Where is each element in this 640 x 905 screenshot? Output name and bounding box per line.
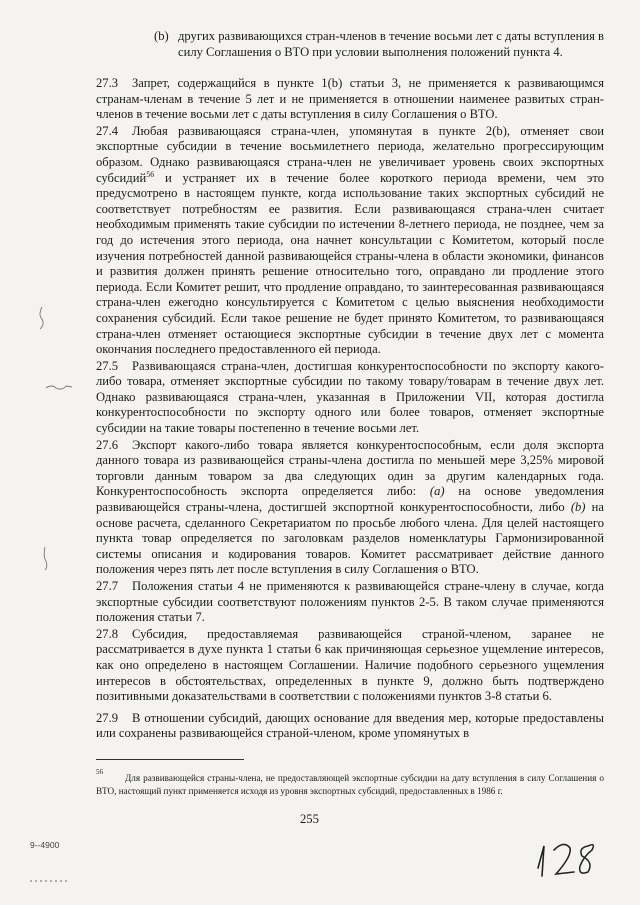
paragraph-number: 27.5 bbox=[96, 358, 119, 373]
margin-scribble bbox=[36, 305, 46, 331]
paragraph-27-3 bbox=[96, 76, 604, 123]
paragraph-text: Субсидия, предоставляемая развивающейся страной-членом, заранее не рассматривается в духе пункта 1 статьи 6 как причиняющая серьезное ущемление интересов, как оно определено в настоящем Соглашении. Наличие подобного серьезного ущемления интересов в обстоятельствах, определенных в пункте 9, должно быть подтверждено позитивными доказательствами в соответствии с положениями пунктов 3-8 статьи 6. bbox=[96, 626, 604, 704]
paragraph-27-4 bbox=[96, 124, 604, 358]
footnote-marker: 56 bbox=[96, 768, 103, 776]
paragraph-text: Развивающаяся страна-член, достигшая конкурентоспособности по экспорту какого-либо товара, отменяет экспортные субсидии по такому товару/товарам в течение двух лет. Однако развивающаяся страна-член, указанная в Приложении VII, которая достигла конкурентоспособности по экспорту одного или более товаров, отменяет экспортные субсидии на такие товары постепенно в течение восьми лет. bbox=[96, 358, 604, 436]
paragraph-text: В отношении субсидий, дающих основание для введения мер, которые предоставлены или сохранены развивающейся страной-членом, кроме упомянутых в bbox=[96, 710, 604, 741]
margin-scribble bbox=[44, 382, 74, 392]
paragraph-number: 27.7 bbox=[96, 579, 119, 593]
paragraph-27-6 bbox=[96, 438, 604, 578]
paragraph-number: 27.4 bbox=[96, 123, 119, 138]
page-number: 255 bbox=[300, 812, 319, 826]
footnote bbox=[96, 768, 604, 797]
margin-scribble bbox=[40, 545, 50, 571]
paragraph-text: Любая развивающаяся страна-член, упомянутая в пункте 2(b), отменяет свои экспортные субсидии в течение восьмилетнего периода, желательно прогрессирующим образом. Однако развивающаяся страна-член не увеличивает уровень своих экспортных субсидий bbox=[96, 123, 604, 185]
paragraph-text-end: на основе расчета, сделанного Секретариатом по просьбе любого члена. Для целей настоящего пункта товар определяется по заголовкам разделов номенклатуры Гармонизированной системы описания и кодирования товаров. Комитет рассматривает действие данного положения через пять лет после вступления в силу Соглашения о ВТО. bbox=[96, 500, 604, 577]
footnote-reference: 56 bbox=[146, 169, 155, 179]
paragraph-27-7 bbox=[96, 579, 604, 626]
marker-a: (a) bbox=[429, 484, 445, 499]
paragraph-text: Положения статьи 4 не применяются к развивающейся стране-члену в случае, когда экспортные субсидии соответствуют положениям пунктов 2-5. В таком случае применяются положения статьи 7. bbox=[96, 579, 604, 625]
marker-b: (b) bbox=[570, 500, 586, 515]
footnote-separator bbox=[96, 759, 244, 760]
paragraph-number: 27.8 bbox=[96, 626, 119, 641]
paragraph-number: 27.9 bbox=[96, 710, 119, 725]
scan-artifact bbox=[30, 878, 70, 884]
article-body bbox=[96, 76, 604, 743]
document-code: 9--4900 bbox=[30, 840, 60, 850]
footnote-text: Для развивающейся страны-члена, не предоставляющей экспортные субсидии на дату вступления в силу Соглашения о ВТО, настоящий пункт применяется исходя из уровня экспортных субсидий, предоставленных в 1986 г. bbox=[96, 773, 604, 796]
paragraph-text-continued: и устраняет их в течение более короткого периода времени, чем это предусмотрено в настоящем пункте, когда использование таких экспортных субсидий не соответствует потребностям ее развития. Если развивающаяся страна-член считает необходимым применять такие субсидии по истечении 8-летнего периода, не позднее, чем за год до истечения этого периода, она начнет консультации с Комитетом, который после изучения потребностей данной развивающейся страны-члена в области экономики, финансов и развития должен принять решение относительно того, оправдано ли продление этого периода. Если Комитет решит, что продление оправдано, то заинтересованная развивающаяся страна-член ежегодно консультируется с Комитетом с целью выяснения необходимости сохранения субсидий. Если такое решение не будет принято Комитетом, то развивающаяся страна-член отменяет остающиеся экспортные субсидии в течение двух лет с момента окончания последнего предоставленного ей периода. bbox=[96, 170, 604, 357]
item-label: (b) bbox=[154, 29, 169, 43]
paragraph-27-8 bbox=[96, 627, 604, 705]
item-text: других развивающихся стран-членов в течение восьми лет с даты вступления в силу Соглашения о ВТО при условии выполнения положений пункта 4. bbox=[178, 29, 604, 59]
paragraph-27-5 bbox=[96, 359, 604, 437]
list-item-b bbox=[96, 29, 604, 60]
paragraph-27-9 bbox=[96, 711, 604, 742]
paragraph-number: 27.6 bbox=[96, 437, 119, 452]
paragraph-number: 27.3 bbox=[96, 76, 119, 90]
handwritten-number bbox=[520, 826, 610, 886]
paragraph-text-continued: на основе уведомления развивающейся страны-члена, достигшей экспортной конкурентоспособности, либо bbox=[96, 484, 604, 515]
paragraph-text: Экспорт какого-либо товара является конкурентоспособным, если доля экспорта данного товара из развивающейся страны-члена достигла по меньшей мере 3,25% мировой торговли данным товаром за два следующих один за другим календарных года. Конкурентоспособность экспорта определяется либо: bbox=[96, 437, 604, 499]
paragraph-text: Запрет, содержащийся в пункте 1(b) статьи 3, не применяется к развивающимся странам-членам в течение 5 лет и не применяется в отношении наименее развитых стран-членов в течение восьми лет с даты вступления в силу Соглашения о ВТО. bbox=[96, 76, 604, 122]
